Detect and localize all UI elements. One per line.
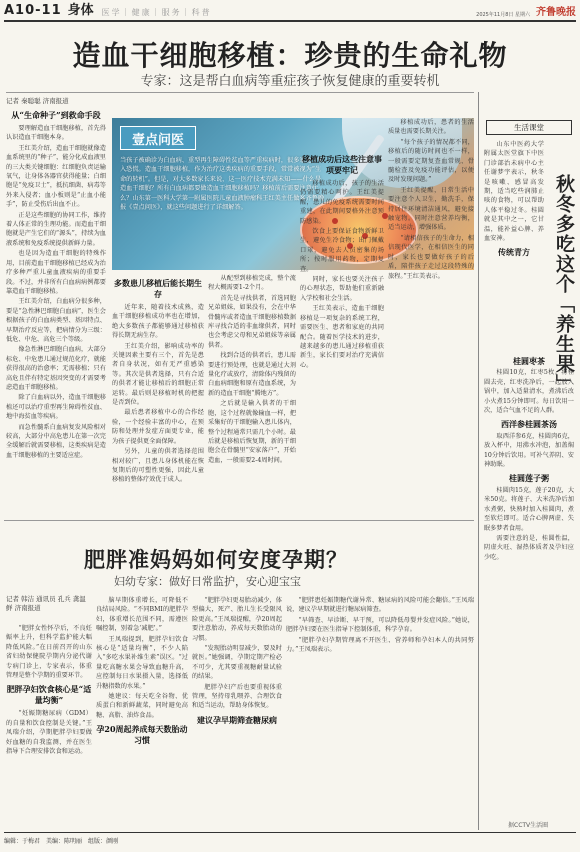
paragraph: 王红美介绍，造血干细胞就像造血系统里的“种子”，能分化成血液里的三大类关键细胞：红细胞负责运输氧气，让身体各器官获得能量；白细胞是“免疫卫士”，抵抗细菌、病毒等外来入侵者；血小板则是“止血小能手”，防止受伤后出血不止。 — [6, 144, 106, 209]
sidebar-subtitle-3: 桂圆莲子粥 — [509, 473, 549, 484]
paragraph: 她建议：每天吃全谷物、优质蛋白和新鲜蔬菜，同时避免高糖、高脂、油炸食品。 — [96, 693, 188, 719]
article1-lead: 当孩子被确诊为白血病、重型再生障碍性贫血等严重疾病时，很多家庭会陷入恐慌。造血干细胞移植，作为治疗这类疾病的重要手段，常常被视为“生命的转机”。但是，对大多数家长来说，这一医疗技术充满未知——什么是造血干细胞？所有白血病都要做造血干细胞移植吗？移植前后需要注意什么？山东第一医科大学第一附属医院儿童血液肿瘤科王红美主任做客齐鲁晚报《壹点问医》，就这些问题进行了详细解答。 — [120, 157, 325, 212]
article1-headline: 造血干细胞移植：珍贵的生命礼物 — [72, 39, 508, 72]
qa-badge: 壹点问医 — [120, 126, 196, 150]
article2-col3-title: 建议孕早期筛查糖尿病 — [197, 714, 277, 725]
paragraph: 桂圆肉15克，莲子20克，大米50克。将莲子、大米洗净后加水煮粥，快熟时加入桂圆肉，煮至软烂即可。适合心脾两虚、失眠多梦者食用。 — [484, 486, 574, 532]
article1-column-3 — [208, 274, 296, 518]
article1-column-2 — [112, 274, 204, 518]
sidebar-name-box: 传统青方 — [498, 247, 530, 258]
section-name: 身体 — [67, 3, 94, 18]
paragraph: “肥胖孕妇孕期管理离不开医生、营养师和孕妇本人的共同努力。”王凤瑞表示。 — [286, 636, 474, 654]
page-footer: 编辑：于梅君 美编：陈明丽 组版：颜刚 — [4, 832, 576, 845]
article2-col2-title: 孕20周起养成每天数胎动习惯 — [96, 724, 188, 746]
article2-byline: 记者 韩洁 通讯员 孔兵 龚温鲜 济南报道 — [6, 595, 86, 612]
article2-col1-title: 肥胖孕妇饮食核心是“适量均衡” — [6, 684, 92, 706]
paragraph: 王红美介绍，白血病分很多种，要是“急性淋巴细胞白血病”，医生会根据孩子的白血病类型、基因特点、早期治疗反应等，把病情分为三级：低危、中危、高危三个等级。 — [6, 298, 106, 343]
article2-column-4 — [286, 596, 474, 828]
sidebar-subtitle-1: 桂圆枣茶 — [513, 356, 545, 366]
article2-column-1 — [6, 624, 92, 829]
paragraph: “每个孩子的情况都不同，移植后的随访时间也不一样，一般需要定期复查血常规、骨髓检查及免疫功能评估，以便及时发现问题。” — [388, 138, 474, 184]
article1-col2-title: 多数患儿移植后能长期生存 — [114, 278, 202, 299]
paragraph: 山东中医药大学附属太医堂旗下中医门诊部治未病中心主任谢梦宇表示，秋冬是咳嗽、感冒高发期，适当吃些润肺止咳的食物，可以帮助人体平稳过冬。桂圆就是其中之一，它甘温，能补益心脾、养血安神。 — [484, 141, 544, 243]
paragraph: 正是这些细胞的协同工作，维持着人体正常的生理功能。而造血干细胞就是产生它们的“源头”，持续为血液系统和免疫系统提供新鲜力量。 — [6, 211, 106, 247]
article1-subhead: 专家：这是帮白血病等重症孩子恢复健康的重要转机 — [140, 74, 440, 89]
paragraph: 移植成功后，孩子的生活仍需要精心呵护。王红美提醒，患儿的免疫系统需要时间重建，在此期间要格外注意预防感染。 — [300, 180, 384, 225]
paragraph: 同时，家长也要关注孩子的心理状态，帮助他们重新融入学校和社会生活。 — [300, 276, 384, 302]
article1-column-5 — [388, 118, 474, 518]
paragraph: “请相信孩子的生命力，相信现代医学，在相信医生的同时，家长也要做好孩子的后盾，陪伴孩子走过这段特殊的旅程。”王红美表示。 — [388, 234, 474, 280]
paragraph: 首先是寻找供者，首选同胞兄弟姐妹，如果没有，会在中华骨髓库或者造血干细胞移植数据库寻找合适的非血缘供者，同时也会考虑父母和兄弟姐妹等亲属供者。 — [208, 294, 296, 349]
masthead — [4, 0, 576, 22]
paragraph: “发现胎动明显减少，要及时就医。”她强调，孕期定期产检必不可少，尤其要重视糖耐量试验的结果。 — [192, 645, 282, 681]
article1-col1-title: 从“生命种子”到救命手段 — [11, 110, 101, 120]
paragraph: “早筛查、早诊断、早干预，可以降低母婴并发症风险。”她说，肥胖孕妇要在医生指导下控制体重，科学孕育。 — [286, 616, 474, 634]
paragraph: 脑早期体重增长，可降低不良结局风险。“不同BMI的肥胖孕妇，体重增长范围不同，需遵医嘱控制，别着急‘减肥’。” — [96, 597, 188, 633]
paragraph: 桂圆10克，红枣5枚。将桂圆去壳，红枣洗净后，一起放入锅中，加入适量清水，煮沸后改小火煮15分钟即可。每日饮用一次，适合气血不足的人群。 — [484, 369, 574, 415]
paragraph: 肥胖孕妇产后也要重视体重管理，坚持母乳喂养、合理饮食和适当运动，帮助身体恢复。 — [192, 683, 282, 710]
paragraph: 从配型到移植完成，整个流程大概需要1-2个月。 — [208, 275, 296, 292]
paragraph: “肥胖女性怀孕后，不良妊娠率上升，但科学监护能大幅降低风险。”在日前召开的山东省妇幼保健院孕期内分泌代谢专病门诊上，专家表示，体重管理是整个孕期的重要环节。 — [6, 625, 92, 680]
sidebar-subtitle-2: 西洋参桂圆茶汤 — [501, 419, 557, 430]
sidebar-body — [484, 352, 574, 818]
paragraph: 最后患者移植中心的合作经验，一个经验丰富的中心，在预防和处理并发症方面更专业，能为孩子提供更全面保障。 — [112, 409, 204, 445]
paragraph: “肥胖患妊娠期糖代谢异常、糖尿病的风险可能会翻倍。”王凤瑞说，建议孕早期就进行糖尿病筛查。 — [286, 597, 474, 614]
article1-column-1 — [6, 106, 106, 518]
section-divider — [4, 520, 474, 521]
article1-byline: 记者 秦聪聪 济南报道 — [6, 92, 474, 105]
paragraph: 饮食上要保证食物新鲜卫生，避免生冷食物；出门佩戴口罩，避免去人员密集的场所；按时服用药物，定期复查。 — [300, 228, 384, 273]
paragraph: 也是因为造血干细胞的特殊作用，目前造血干细胞移植已经成为治疗多种严重儿童血液疾病的重要手段。不过，并非所有白血病病例都要靠造血干细胞移植。 — [6, 250, 106, 295]
paragraph: 找到合适的供者后，患儿需要进行预处理，也就是通过大剂量化疗或放疗，清除体内残留的白血病细胞和原有造血系统，为新的造血干细胞“腾地方”。 — [208, 352, 296, 397]
paragraph: 之后就是输入供者的干细胞，这个过程就像输血一样，把采集好的干细胞输入患儿体内，整个过程通常只需几个小时。最后就是移植后恢复期，新的干细胞会在骨髓里“安家落户”，开始造血，一般需要2-4周时间。 — [208, 400, 296, 464]
section-subtitle: 医学｜健康｜服务｜科普 — [101, 8, 212, 17]
sidebar-tag: 生活课堂 — [486, 120, 572, 135]
article2-column-2 — [96, 596, 188, 828]
paragraph: 除了白血病以外，造血干细胞移植还可以治疗重型再生障碍性贫血、地中海贫血等疾病。 — [6, 394, 106, 421]
paragraph: “肥胖孕妇更易胎动减少，体型偏大，死产、胎儿生长受限风险更高。”王凤瑞提醒，孕20周起要注意胎动，养成每天数胎动的习惯。 — [192, 597, 282, 642]
paragraph: 王凤瑞提到，肥胖孕妇饮食核心是“适量均衡”，不少人陷入“多吃水果补维生素”误区。“过量吃高糖水果会导致血糖升高，应控制每日水果摄入量，选择低升糖指数的水果。” — [96, 635, 188, 690]
paragraph: 移植成功后，患者的生活质量也需要长期关注。 — [388, 119, 474, 136]
article2-subhead: 妇幼专家：做好日常监护，安心迎宝宝 — [114, 575, 301, 588]
article1-column-4 — [300, 150, 384, 518]
sidebar-credit: 据CCTV生活圈 — [508, 822, 549, 829]
paragraph: 近年来，随着技术成熟，造血干细胞移植成功率也在增加，绝大多数孩子都能够通过移植获得长期无病生存。 — [112, 304, 204, 340]
paragraph: “妊娠期糖尿病（GDM）的自量和饮食控制是关键。”王凤瑞介绍，孕期肥胖孕妇要做好血糖的自我监测，并在医生指导下合理安排饮食和运动。 — [6, 710, 92, 756]
sidebar-vertical-title: 秋冬多吃这个「养生果」 — [553, 174, 575, 394]
paragraph: 像急性淋巴细胞白血病，大部分标危、中危患儿通过规范化疗，就能获得很高的治愈率；无需移植；只有高危且伴有特定基因突变的才需要考虑造血干细胞移植。 — [6, 346, 106, 391]
paragraph: 另外，儿童的供者选择范围相对较广，且患儿身体机能在恢复期后的可塑性更强，因此儿童移植的整体疗效优于成人。 — [112, 448, 204, 484]
article2-headline: 肥胖准妈妈如何安度孕期？ — [84, 547, 348, 572]
paragraph: 王红美表示，造血干细胞移植是一项复杂的系统工程，需要医生、患者和家庭的共同配合。随着医学技术的进步，越来越多的患儿通过移植重获新生，家长们要对治疗充满信心。 — [300, 305, 384, 369]
page-number: A10-11 — [4, 3, 62, 18]
paragraph: 取西洋参6克，桂圆肉6克，放入杯中，用沸水冲泡，加盖焖10分钟后饮用。可补气养阴、安神助眠。 — [484, 432, 574, 469]
paragraph: 王红美介绍，影响成功率的关键因素主要有三个，首先是患者自身状况，如有无严重感染等。其次是供者选择，只有合适的供者才能让移植后的细胞正常运转。最后则是移植时机的把握是否到位。 — [112, 342, 204, 407]
sidebar-intro — [484, 140, 544, 350]
paragraph: 王红美提醒，日常生活中要注意个人卫生，勤洗手，保持居住环境清洁通风，避免接触宠物。同时注意营养均衡，适当运动，增强体质。 — [388, 186, 474, 232]
paragraph: 需要注意的是，桂圆性温，阴虚火旺、湿热体质者及孕妇应少吃。 — [484, 534, 574, 561]
paragraph: 而急性髓系白血病复发风险相对较高，大部分中高危患儿在第一次完全缓解后就需要移植，这类疾病是造血干细胞移植的主要适应症。 — [6, 423, 106, 459]
article2-column-3 — [192, 596, 282, 828]
issue-date: 2025年11月8日 星期六 — [476, 12, 530, 18]
newspaper-logo: 齐鲁晚报 — [536, 7, 576, 18]
paragraph: 要理解造血干细胞移植，首先得认识造血干细胞本身。 — [6, 125, 106, 142]
article1-col4-title: 移植成功后这些注意事项要牢记 — [302, 154, 382, 175]
